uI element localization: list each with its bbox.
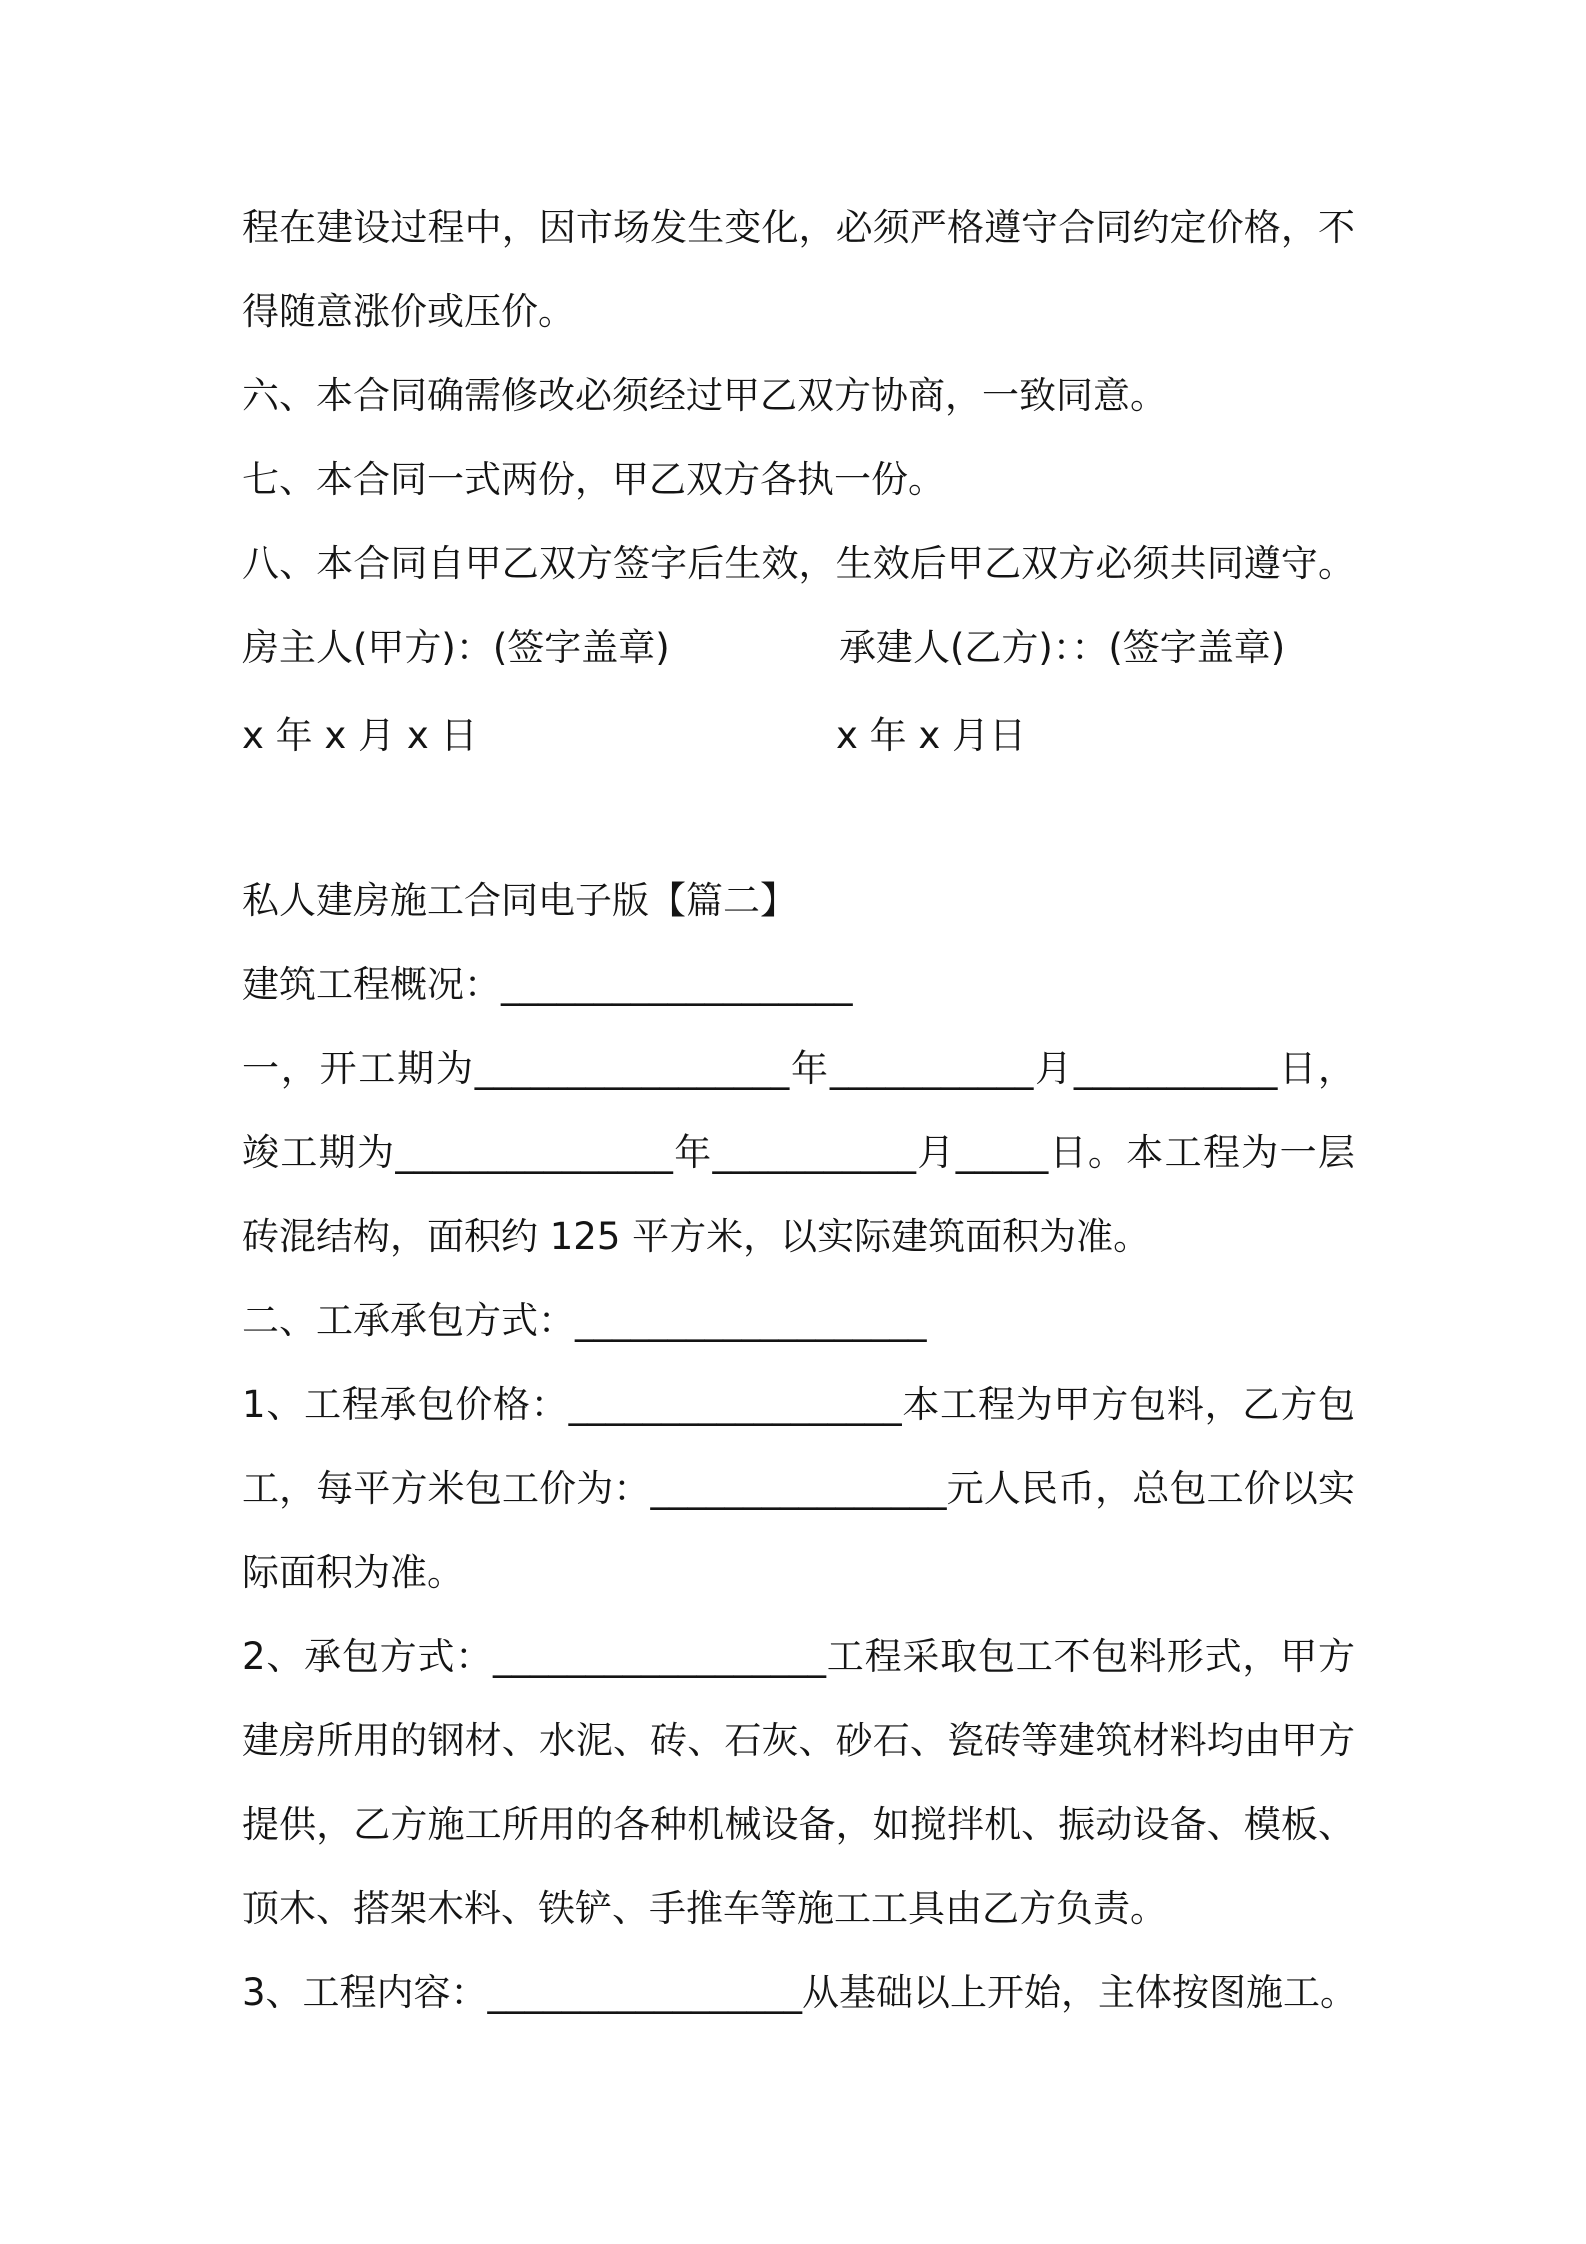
item-two-line: 顶木、搭架木料、铁铲、手推车等施工工具由乙方负责。 xyxy=(242,1887,1167,1930)
builder-signature-label: 承建人(乙方)：：(签字盖章) xyxy=(839,626,1286,669)
clause-six: 六、本合同确需修改必须经过甲乙双方协商，一致同意。 xyxy=(242,374,1167,417)
section-spacer xyxy=(242,778,1355,859)
paragraph-line: 得随意涨价或压价。 xyxy=(242,290,575,333)
item-one-line: 工，每平方米包工价为：________________元人民币，总包工价以实 xyxy=(242,1467,1355,1510)
document-body xyxy=(242,186,1358,2035)
item-one-line: 际面积为准。 xyxy=(242,1551,464,1594)
clause-eight: 八、本合同自甲乙双方签字后生效，生效后甲乙双方必须共同遵守。 xyxy=(242,542,1355,585)
schedule-line: 竣工期为_______________年___________月_____日。本工程为一层 xyxy=(242,1131,1355,1174)
owner-signature-date: x 年 x 月 x 日 xyxy=(242,714,478,757)
part-two-title: 私人建房施工合同电子版【篇二】 xyxy=(242,879,797,922)
owner-signature-label: 房主人(甲方)：(签字盖章) xyxy=(242,626,670,669)
item-two-line: 提供，乙方施工所用的各种机械设备，如搅拌机、振动设备、模板、 xyxy=(242,1803,1355,1846)
item-two-line: 建房所用的钢材、水泥、砖、石灰、砂石、瓷砖等建筑材料均由甲方 xyxy=(242,1719,1355,1762)
schedule-line: 一，开工期为_________________年___________月___________日， xyxy=(242,1047,1355,1090)
builder-signature-date: x 年 x 月日 xyxy=(836,714,1027,757)
paragraph-line: 程在建设过程中，因市场发生变化，必须严格遵守合同约定价格，不 xyxy=(242,206,1355,249)
project-overview-line: 建筑工程概况：___________________ xyxy=(242,963,853,1006)
item-one-line: 1、工程承包价格：__________________本工程为甲方包料，乙方包 xyxy=(242,1383,1355,1426)
contract-method-heading: 二、工承承包方式：___________________ xyxy=(242,1299,927,1342)
clause-seven: 七、本合同一式两份，甲乙双方各执一份。 xyxy=(242,458,945,501)
item-two-line: 2、承包方式：__________________工程采取包工不包料形式，甲方 xyxy=(242,1635,1355,1678)
contract-part-one xyxy=(242,186,1355,778)
signature-row xyxy=(242,606,1355,690)
item-three-line: 3、工程内容：_________________从基础以上开始，主体按图施工。 xyxy=(242,1971,1358,2014)
contract-part-two xyxy=(242,859,1358,2035)
signature-date-row xyxy=(242,694,1355,778)
paragraph-line: 砖混结构，面积约 125 平方米，以实际建筑面积为准。 xyxy=(242,1215,1151,1258)
